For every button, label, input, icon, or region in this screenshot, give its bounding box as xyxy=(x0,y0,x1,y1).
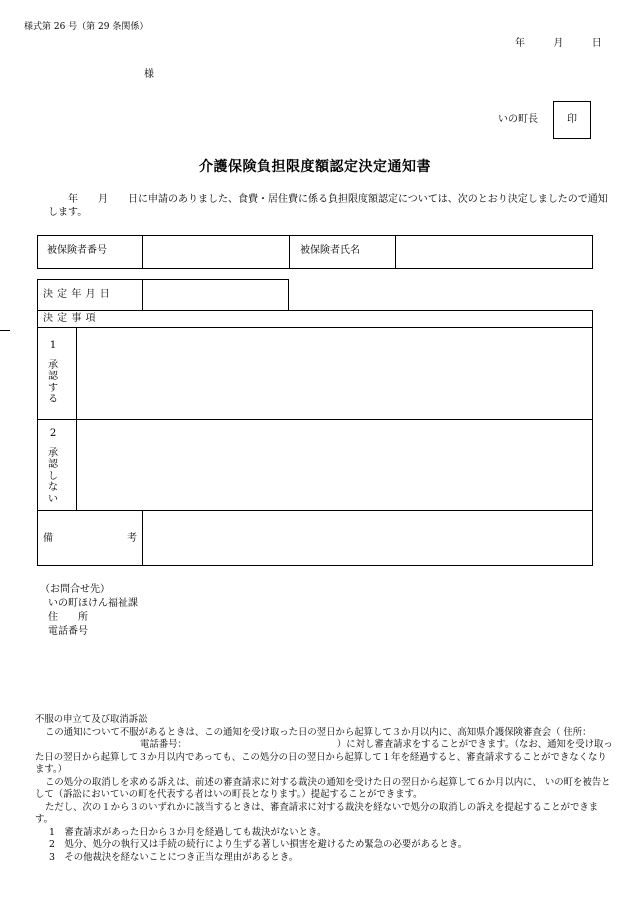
deny-char: 認 xyxy=(48,459,58,470)
approve-char: 承 xyxy=(48,359,58,371)
appeal-item-3: 3 その他裁決を経ないことにつき正当な理由があるとき。 xyxy=(49,851,299,863)
approve-number: 1 xyxy=(49,340,57,351)
approve-label xyxy=(48,340,58,406)
remarks-divider xyxy=(142,510,143,566)
appeal-paragraph-3: ただし、次の１から３のいずれかに該当するときは、審査請求に対する裁決を経ないで処分の取消しの訴えを提起することができます。 xyxy=(35,801,599,825)
document-title: 介護保険負担限度額認定決定通知書 xyxy=(199,159,431,175)
decision-date-label: 決 定 年 月 日 xyxy=(43,289,111,300)
decision-items-header-line xyxy=(37,327,593,328)
deny-label xyxy=(48,428,58,505)
contact-phone-label: 電話番号 xyxy=(48,626,88,637)
appeal-p1-part-a: この通知について不服があるときは、この通知を受け取った日の翌日から起算して３か月以内に、高知県介護保険審査会（ 住所： xyxy=(45,726,592,738)
remarks-separator xyxy=(37,510,593,511)
appeal-notice xyxy=(35,714,615,864)
approve-char: る xyxy=(48,394,58,405)
appeal-paragraph-1 xyxy=(35,727,615,777)
decision-date-divider xyxy=(142,279,143,311)
deny-char: な xyxy=(48,482,58,493)
approve-char: す xyxy=(48,382,58,394)
seal-box xyxy=(553,101,591,139)
decision-items-label: 決 定 事 項 xyxy=(43,313,97,324)
recipient-suffix: 様 xyxy=(144,69,154,80)
remarks-label-right: 考 xyxy=(127,533,137,544)
date-year-label: 年 xyxy=(515,38,525,49)
form-number: 様式第 26 号（第 29 条関係） xyxy=(24,22,149,32)
contact-address-label: 住 所 xyxy=(48,612,88,623)
insured-name-label: 被保険者氏名 xyxy=(300,245,360,256)
deny-char: い xyxy=(48,493,58,505)
approve-deny-separator xyxy=(37,419,593,420)
deny-char: 承 xyxy=(48,447,58,459)
mayor-label: いの町長 xyxy=(498,114,538,125)
issue-date xyxy=(515,38,602,51)
appeal-heading: 不服の申立て及び取消訴訟 xyxy=(35,714,148,725)
margin-tick xyxy=(0,330,10,331)
decision-items-block xyxy=(37,310,593,566)
approve-char: 認 xyxy=(48,371,58,382)
remarks-label-left: 備 xyxy=(43,533,53,544)
date-month-label: 月 xyxy=(553,38,564,49)
contact-block xyxy=(40,583,138,639)
date-day-label: 日 xyxy=(591,38,602,49)
contact-heading: （お問合せ先） xyxy=(40,584,110,595)
deny-char: し xyxy=(48,470,58,482)
seal-label: 印 xyxy=(567,113,577,125)
appeal-item-1: 1 審査請求があった日から３か月を経過しても裁決がないとき。 xyxy=(49,826,327,838)
insured-number-label: 被保険者番号 xyxy=(47,245,107,256)
contact-department: いの町ほけん福祉課 xyxy=(48,598,138,609)
appeal-p1-phone: 電話番号： xyxy=(140,739,187,750)
appeal-p1-part-b: ）に対し審査請求をすることができます。（なお、通知を受け取った日の翌日から起算して３か月以内であっても、この処分の日の翌日から起算して１年を経過すると、審査請求することができなくなります。） xyxy=(35,739,613,775)
appeal-paragraph-2: この処分の取消しを求める訴えは、前述の審査請求に対する裁決の通知を受けた日の翌日から起算して６か月以内に、 いの町を被告として（訴訟においていの町を代表する者はいの町長となります。）提起することができます。 xyxy=(35,776,611,800)
appeal-item-2: 2 処分、処分の執行又は手続の続行により生ずる著しい損害を避けるため緊急の必要があるとき。 xyxy=(49,839,468,850)
intro-text: 年 月 日に申請のありました、食費・居住費に係る負担限度額認定については、次のとおり決定しましたので通知します。 xyxy=(48,194,608,218)
deny-number: 2 xyxy=(49,428,57,439)
